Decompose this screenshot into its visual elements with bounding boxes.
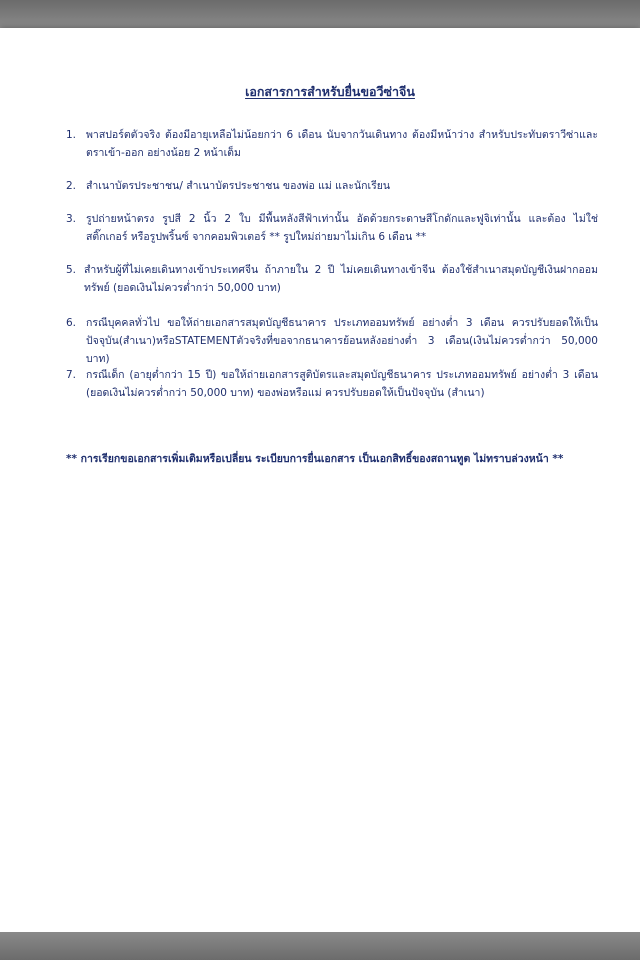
- item-text: กรณีเด็ก (อายุต่ำกว่า 15 ปี) ขอให้ถ่ายเอกสารสูติบัตรและสมุดบัญชีธนาคาร ประเภทออมทรัพย์ อย่างต่ำ 3 เดือน (ยอดเงินไม่ควรต่ำกว่า 50,000 บาท) ของพ่อหรือแม่ ควรปรับยอดให้เป็นปัจจุบัน (สำเนา): [86, 369, 598, 399]
- document-page: [0, 28, 640, 932]
- footer-note: ** การเรียกขอเอกสารเพิ่มเติมหรือเปลี่ยน ระเบียบการยื่นเอกสาร เป็นเอกสิทธิ์ของสถานทูต ไม่ทราบล่วงหน้า **: [66, 453, 564, 465]
- document-title: เอกสารการสำหรับยื่นขอวีซ่าจีน: [245, 84, 415, 99]
- list-item: [62, 314, 598, 368]
- item-number: 6.: [66, 317, 77, 329]
- item-number: 1.: [66, 129, 77, 141]
- item-number: 5.: [66, 264, 77, 276]
- viewer-top-bar: [0, 0, 640, 28]
- list-item: [62, 261, 598, 297]
- list-item: [62, 126, 598, 162]
- list-item: [62, 366, 598, 402]
- item-text: สำหรับผู้ที่ไม่เคยเดินทางเข้าประเทศจีน ถ้าภายใน 2 ปี ไม่เคยเดินทางเข้าจีน ต้องใช้สำเนาสมุดบัญชีเงินฝากออมทรัพย์ (ยอดเงินไม่ควรต่ำกว่า 50,000 บาท): [84, 264, 598, 294]
- item-text: รูปถ่ายหน้าตรง รูปสี 2 นิ้ว 2 ใบ มีพื้นหลังสีฟ้าเท่านั้น อัดด้วยกระดาษสีโกดักและฟูจิเท่านั้น และต้อง ไม่ใช่สติ๊กเกอร์ หรือรูปพริ้นซ์ จากคอมพิวเตอร์ ** รูปใหม่ถ่ายมาไม่เกิน 6 เดือน **: [86, 213, 598, 243]
- item-text: พาสปอร์ตตัวจริง ต้องมีอายุเหลือไม่น้อยกว่า 6 เดือน นับจากวันเดินทาง ต้องมีหน้าว่าง สำหรับประทับตราวีซ่าและตราเข้า-ออก อย่างน้อย 2 หน้าเต็ม: [86, 129, 598, 159]
- item-number: 2.: [66, 180, 77, 192]
- item-text: กรณีบุคคลทั่วไป ขอให้ถ่ายเอกสารสมุดบัญชีธนาคาร ประเภทออมทรัพย์ อย่างต่ำ 3 เดือน ควรปรับยอดให้เป็นปัจจุบัน(สำเนา)หรือSTATEMENTตัวจริงที่ขอจากธนาคารย้อนหลังอย่างต่ำ 3 เดือน(เงินไม่ควรต่ำกว่า 50,000 บาท): [86, 317, 598, 365]
- item-text: สำเนาบัตรประชาชน/ สำเนาบัตรประชาชน ของพ่อ แม่ และนักเรียน: [86, 180, 391, 192]
- item-number: 3.: [66, 213, 77, 225]
- list-item: [62, 177, 598, 195]
- list-item: [62, 210, 598, 246]
- item-number: 7.: [66, 369, 77, 381]
- viewer-bottom-bar: [0, 932, 640, 960]
